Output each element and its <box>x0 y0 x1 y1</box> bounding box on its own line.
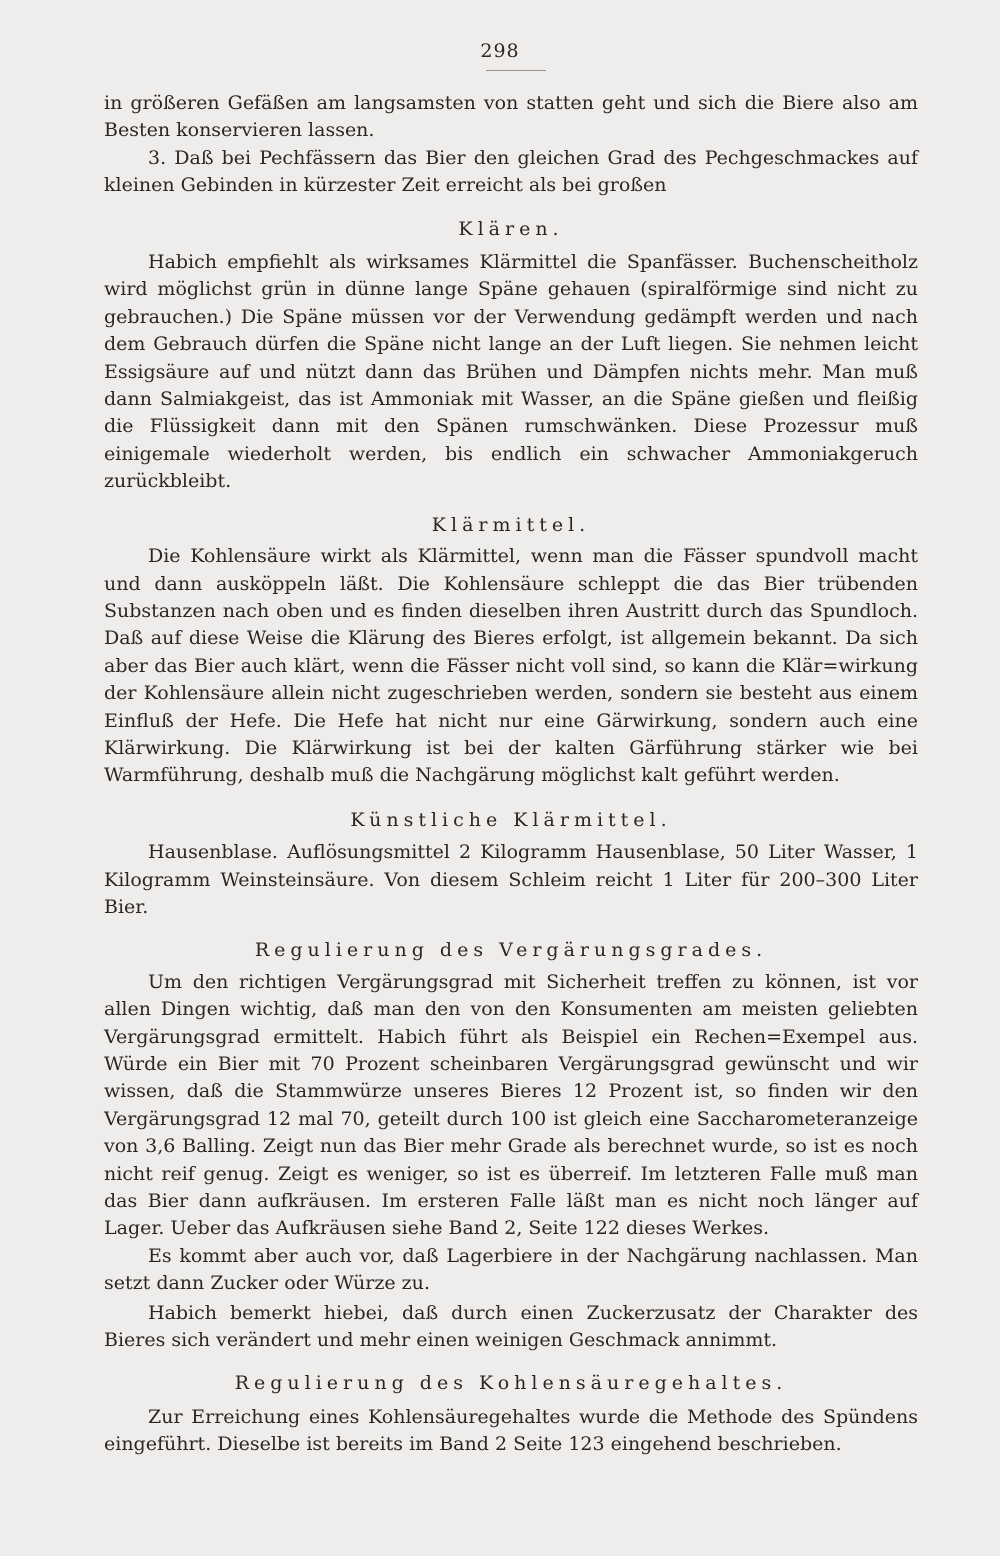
heading-klaeren: Klären. <box>458 217 564 240</box>
intro-paragraph-2: 3. Daß bei Pechfässern das Bier den gleichen Grad des Pechgeschmackes auf kleinen Gebinden in kürzester Zeit erreicht als bei großen <box>104 146 918 197</box>
vergaerungsgrad-paragraph-1: Um den richtigen Vergärungsgrad mit Sicherheit treffen zu können, ist vor allen Dingen wichtig, daß man den von den Konsumenten am meisten geliebten Vergärungsgrad ermittelt. Habich führt als Beispiel ein Rechen=Exempel aus. Würde ein Bier mit 70 Prozent scheinbaren Vergärungsgrad gewünscht und wir wissen, daß die Stammwürze unseres Bieres 12 Prozent ist, so finden wir den Vergärungsgrad 12 mal 70, geteilt durch 100 ist gleich eine Saccharometeranzeige von 3,6 Balling. Zeigt nun das Bier mehr Grade als berechnet wurde, so ist es noch nicht reif genug. Zeigt es weniger, so ist es überreif. Im letzteren Falle muß man das Bier dann aufkräusen. Im ersteren Falle läßt man es nicht noch länger auf Lager. Ueber das Aufkräusen siehe Band 2, Seite 122 dieses Werkes. <box>104 970 918 1240</box>
heading-kuenstliche-klaermittel: Künstliche Klärmittel. <box>350 808 672 831</box>
heading-kohlensaeuregehalt: Regulierung des Kohlensäuregehaltes. <box>234 1372 788 1395</box>
heading-klaermittel: Klärmittel. <box>431 513 591 536</box>
klaermittel-paragraph: Die Kohlensäure wirkt als Klärmittel, wenn man die Fässer spundvoll macht und dann ausköppeln läßt. Die Kohlensäure schleppt die das Bier trübenden Substanzen nach oben und es finden dieselben ihren Austritt durch das Spundloch. Daß auf diese Weise die Klärung des Bieres erfolgt, ist allgemein bekannt. Da sich aber das Bier auch klärt, wenn die Fässer nicht voll sind, so kann die Klär=wirkung der Kohlensäure allein nicht zugeschrieben werden, sondern sie besteht aus einem Einfluß der Hefe. Die Hefe hat nicht nur eine Gärwirkung, sondern auch eine Klärwirkung. Die Klärwirkung ist bei der kalten Gärführung stärker wie bei Warmführung, deshalb muß die Nachgärung möglichst kalt geführt werden. <box>104 545 918 787</box>
vergaerungsgrad-paragraph-3: Habich bemerkt hiebei, daß durch einen Zuckerzusatz der Charakter des Bieres sich verändert und mehr einen weinigen Geschmack annimmt. <box>104 1301 918 1352</box>
kuenstliche-paragraph: Hausenblase. Auflösungsmittel 2 Kilogramm Hausenblase, 50 Liter Wasser, 1 Kilogramm Weinsteinsäure. Von diesem Schleim reicht 1 Liter für 200–300 Liter Bier. <box>104 841 918 918</box>
klaeren-paragraph: Habich empfiehlt als wirksames Klärmittel die Spanfässer. Buchenscheitholz wird möglichst grün in dünne lange Späne gehauen (spiralförmige sind nicht zu gebrauchen.) Die Späne müssen vor der Verwendung gedämpft werden und nach dem Gebrauch dürfen die Späne nicht lange an der Luft liegen. Sie nehmen leicht Essigsäure auf und nützt dann das Brühen und Dämpfen nichts mehr. Man muß dann Salmiakgeist, das ist Ammoniak mit Wasser, an die Späne gießen und fleißig die Flüssigkeit dann mit den Spänen rumschwänken. Diese Prozessur muß einigemale wiederholt werden, bis endlich ein schwacher Ammoniakgeruch zurückbleibt. <box>104 251 918 493</box>
kohlensaeure-paragraph: Zur Erreichung eines Kohlensäuregehaltes wurde die Methode des Spündens eingeführt. Dieselbe ist bereits im Band 2 Seite 123 eingehend beschrieben. <box>104 1405 918 1456</box>
heading-vergaerungsgrad: Regulierung des Vergärungsgrades. <box>254 939 768 962</box>
intro-paragraph-1: in größeren Gefäßen am langsamsten von statten geht und sich die Biere also am Besten konservieren lassen. <box>104 92 918 142</box>
page-number-rule <box>486 70 546 71</box>
vergaerungsgrad-paragraph-2: Es kommt aber auch vor, daß Lagerbiere in der Nachgärung nachlassen. Man setzt dann Zucker oder Würze zu. <box>104 1244 918 1295</box>
page-body <box>104 90 918 1459</box>
page-number: 298 <box>480 40 520 62</box>
